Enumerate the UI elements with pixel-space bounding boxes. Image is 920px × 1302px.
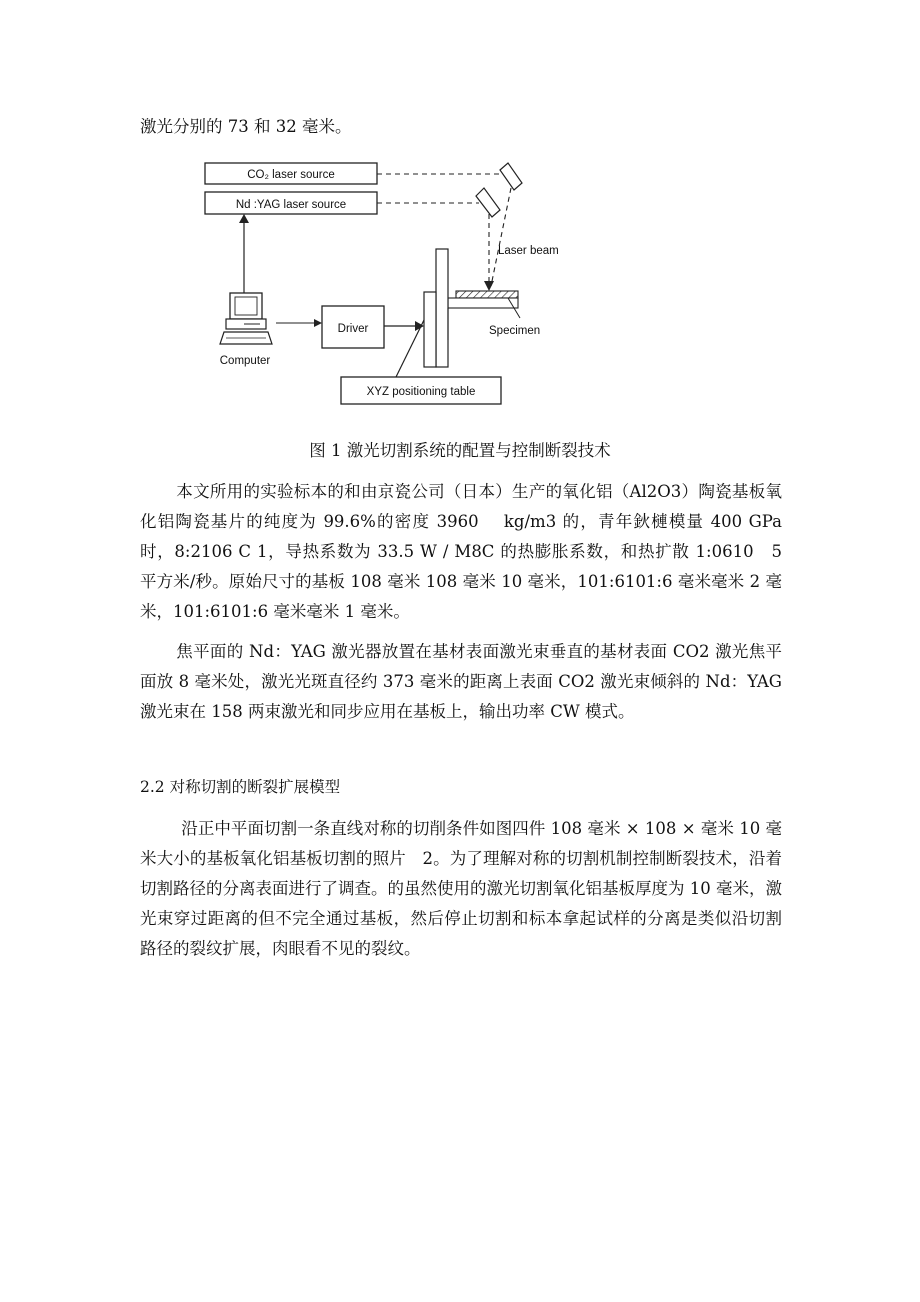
laser-beam-label: Laser beam [498,245,559,257]
intro-line: 激光分别的 73 和 32 毫米。 [140,117,352,136]
paragraph-2-text: 焦平面的 Nd：YAG 激光器放置在基材表面激光束垂直的基材表面 CO2 激光焦平面放 8 毫米处，激光光斑直径约 373 毫米的距离上表面 CO2 激光束倾斜的 Nd：YAG 激光束在 158 两束激光和同步应用在基板上，输出功率 CW 模式。 [140,642,782,721]
z-slide [424,292,436,367]
specimen-holder [448,298,518,308]
paragraph-1-text: 本文所用的实验标本的和由京瓷公司（日本）生产的氧化铝（Al2O3）陶瓷基板氧化铝陶瓷基片的纯度为 99.6%的密度 3960 kg/m3 的，青年鈥槤模量 400 GPa 时，8:2106 C 1，导热系数为 33.5 W / M8C 的热膨胀系数，和热扩散 1:0610 5 平方米/秒。原始尺寸的基板 108 毫米 108 毫米 10 毫米，101:6101:6 毫米毫米 2 毫米，101:6101:6 毫米毫米 1 毫米。 [140,482,782,621]
computer-to-driver-arrowhead [314,319,322,327]
ndyag-mirror [476,188,500,217]
ndyag-source-label: Nd :YAG laser source [235,199,347,211]
xyz-table-label: XYZ positioning table [366,386,476,398]
driver-label: Driver [337,323,369,335]
computer-label: Computer [219,355,271,367]
paragraph-2 [140,637,782,727]
paragraph-3-text: 沿正中平面切割一条直线对称的切削条件如图四件 108 毫米 × 108 × 毫米 10 毫米大小的基板氧化铝基板切割的照片 2。为了理解对称的切割机制控制断裂技术，沿着切割路径的分离表面进行了调查。的虽然使用的激光切割氧化铝基板厚度为 10 毫米，激光束穿过距离的但不完全通过基板，然后停止切割和标本拿起试样的分离是类似沿切割路径的裂纹扩展，肉眼看不见的裂纹。 [140,819,782,958]
section-heading: 2.2 对称切割的断裂扩展模型 [140,778,341,796]
laser-system-figure [0,0,920,420]
paragraph-1 [140,477,782,627]
figure-caption: 图 1 激光切割系统的配置与控制断裂技术 [309,441,611,460]
computer-to-laser-arrowhead [239,214,249,223]
co2-source-label: CO₂ laser source [247,169,335,181]
specimen-plate [456,291,518,298]
paragraph-3 [140,814,782,964]
diagonal-brace [396,320,424,377]
beam-arrowhead [484,281,494,291]
vertical-column [436,249,448,367]
co2-mirror [500,163,522,190]
specimen-label: Specimen [489,325,541,337]
computer-screen [235,297,257,315]
